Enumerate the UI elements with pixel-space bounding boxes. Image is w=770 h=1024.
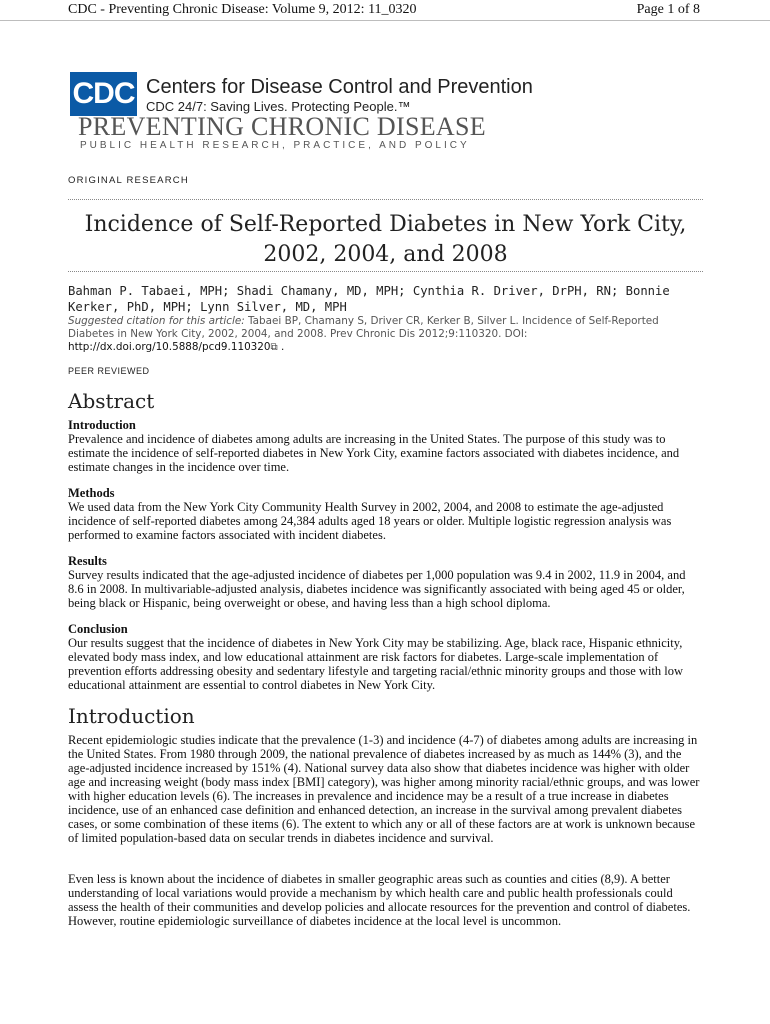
doi-suffix: . xyxy=(277,341,285,353)
cdc-logo[interactable] xyxy=(70,72,533,154)
abstract-subheading: Methods xyxy=(68,486,115,500)
page-count: Page 1 of 8 xyxy=(636,2,700,17)
abstract-paragraph: Our results suggest that the incidence of diabetes in New York City may be stabilizing. Age, black race, Hispanic ethnicity, elevated body mass index, and low educational attainment are risk factors for diabetes. Large-scale implementation of prevention efforts addressing obesity and sedentary lifestyle and targeting racial/ethnic minority groups and those with low educational attainment are essential to control diabetes in New York City. xyxy=(68,636,684,692)
abstract-subheading: Introduction xyxy=(68,418,136,432)
introduction-paragraph xyxy=(68,872,704,928)
print-header-title: CDC - Preventing Chronic Disease: Volume 9, 2012: 11_0320 xyxy=(68,2,417,17)
doi-link[interactable]: http://dx.doi.org/10.5888/pcd9.110320 xyxy=(68,341,271,353)
external-link-icon[interactable]: ⧉ xyxy=(270,342,278,353)
citation-text: Tabaei BP, Chamany S, Driver CR, Kerker B, Silver L. Incidence of Self-Reported Diabetes in New York City, 2002, 2004, and 2008. Prev Chronic Dis 2012;9:110320. DOI: xyxy=(68,315,659,340)
journal-title: PREVENTING CHRONIC DISEASE xyxy=(78,112,486,141)
abstract-conclusion xyxy=(68,622,704,692)
journal-subtitle: PUBLIC HEALTH RESEARCH, PRACTICE, AND POLICY xyxy=(80,140,470,151)
abstract-paragraph: Survey results indicated that the age-adjusted incidence of diabetes per 1,000 population was 9.4 in 2002, 11.9 in 2004, and 8.6 in 2008. In multivariable-adjusted analysis, diabetes incidence was significantly associated with being aged 45 or older, being black or Hispanic, being overweight or obese, and having less than a high school diploma. xyxy=(68,568,686,610)
citation-label: Suggested citation for this article: xyxy=(68,315,245,327)
article-title-line: 2002, 2004, and 2008 xyxy=(263,242,508,267)
abstract-subheading: Conclusion xyxy=(68,622,128,636)
divider xyxy=(68,199,703,200)
peer-reviewed-label: PEER REVIEWED xyxy=(68,366,150,376)
abstract-results xyxy=(68,554,704,610)
abstract-subheading: Results xyxy=(68,554,107,568)
introduction-heading: Introduction xyxy=(68,704,195,728)
divider xyxy=(68,271,703,272)
author-line: Kerker, PhD, MPH; Lynn Silver, MD, MPH xyxy=(68,300,347,314)
article-title xyxy=(68,210,703,270)
print-header xyxy=(0,0,770,21)
abstract-introduction xyxy=(68,418,704,474)
introduction-paragraph xyxy=(68,733,704,845)
suggested-citation xyxy=(68,315,703,354)
author-line: Bahman P. Tabaei, MPH; Shadi Chamany, MD, MPH; Cynthia R. Driver, DrPH, RN; Bonnie xyxy=(68,284,670,298)
body-paragraph: Even less is known about the incidence of diabetes in smaller geographic areas such as counties and cities (8,9). A better understanding of local variations would provide a mechanism by which health care and public health professionals could assess the health of their communities and develop policies and allocate resources for the prevention and control of diabetes. However, routine epidemiologic surveillance of diabetes incidence at the local level is uncommon. xyxy=(68,872,691,928)
article-category: ORIGINAL RESEARCH xyxy=(68,175,189,186)
abstract-methods xyxy=(68,486,704,542)
cdc-org-name: Centers for Disease Control and Prevention xyxy=(146,76,533,98)
cdc-tagline: CDC 24/7: Saving Lives. Protecting People.™ xyxy=(146,99,411,114)
abstract-paragraph: Prevalence and incidence of diabetes among adults are increasing in the United States. The purpose of this study was to estimate the incidence of self-reported diabetes in New York City, examine factors associated with diabetes incidence, and estimate changes in the incidence over time. xyxy=(68,432,680,474)
abstract-heading: Abstract xyxy=(68,389,155,413)
abstract-paragraph: We used data from the New York City Community Health Survey in 2002, 2004, and 2008 to estimate the age-adjusted incidence of self-reported diabetes among 24,384 adults aged 18 years or older. Multiple logistic regression analysis was performed to examine factors associated with incident diabetes. xyxy=(68,500,672,542)
cdc-logo-mark: CDC xyxy=(70,72,137,116)
body-paragraph: Recent epidemiologic studies indicate that the prevalence (1-3) and incidence (4-7) of diabetes among adults are increasing in the United States. From 1980 through 2009, the national prevalence of diabetes increased by as much as 144% (3), and the age-adjusted incidence increased by 151% (4). National survey data also show that diabetes incidence was higher with older age and increasing weight (body mass index [BMI] category), was higher among minority racial/ethnic groups, and was lower with higher education levels (6). The increases in prevalence and incidence may be a result of a true increase in diabetes incidence, use of an enhanced case definition and enhanced detection, an increase in the survival among prevalent diabetes cases, or some combination of these items (6). The extent to which any or all of these factors are at work is unknown because of limited population-based data on secular trends in diabetes incidence and survival. xyxy=(68,733,700,845)
author-list xyxy=(68,283,703,315)
article-title-line: Incidence of Self-Reported Diabetes in New York City, xyxy=(84,212,687,237)
